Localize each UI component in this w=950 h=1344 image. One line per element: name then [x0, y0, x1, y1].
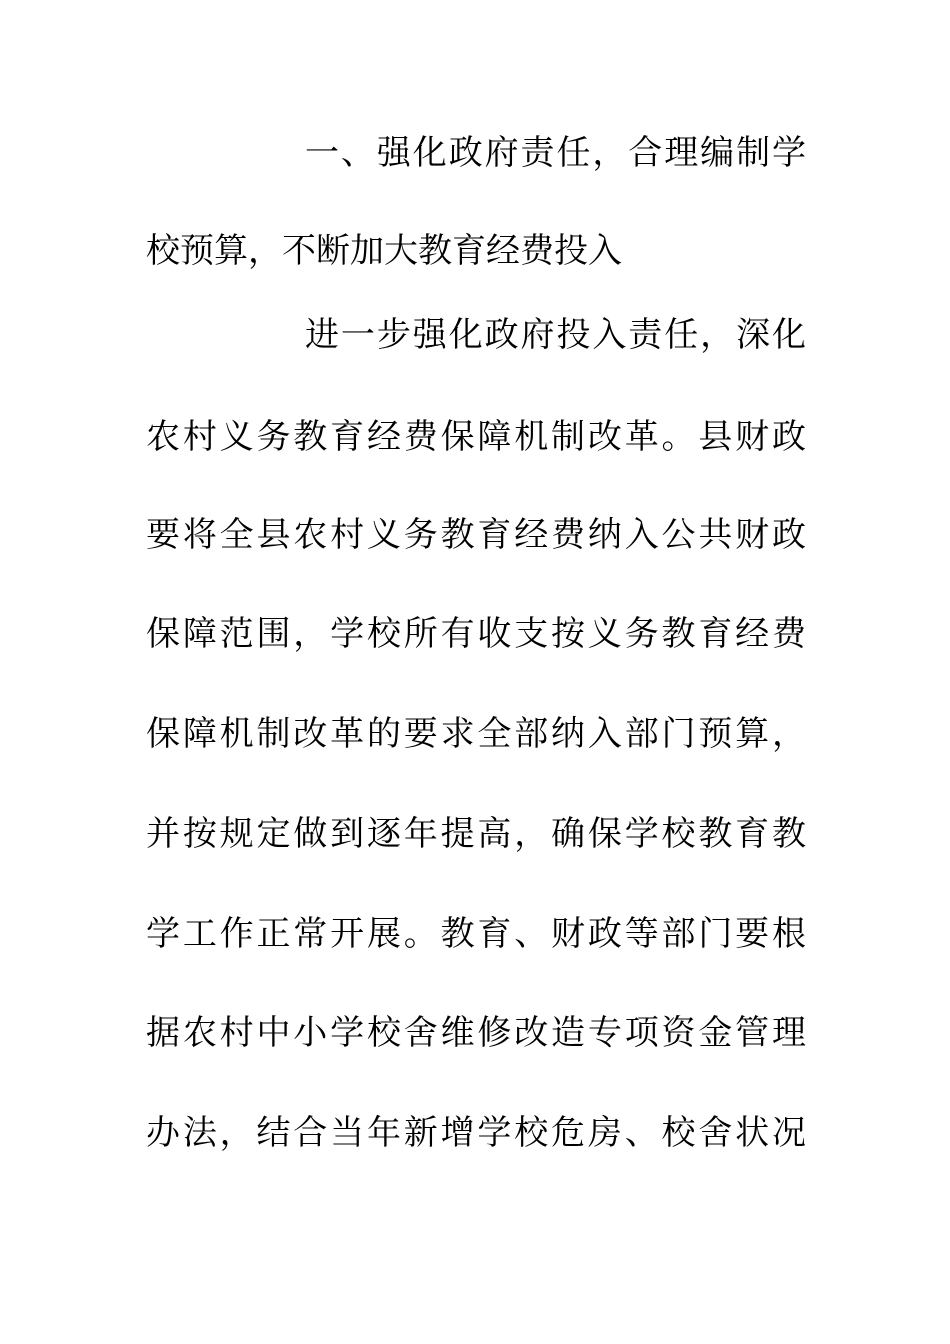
- body-line-5: 保障机制改革的要求全部纳入部门预算，: [146, 714, 806, 754]
- body-line-2: 农村义务教育经费保障机制改革。县财政: [146, 417, 806, 457]
- section-heading-line-1: 一、强化政府责任，合理编制学: [305, 133, 806, 173]
- body-line-8: 据农村中小学校舍维修改造专项资金管理: [146, 1013, 806, 1053]
- body-line-6: 并按规定做到逐年提高，确保学校教育教: [146, 814, 806, 854]
- body-line-1: 进一步强化政府投入责任，深化: [305, 315, 806, 355]
- section-heading-line-2: 校预算，不断加大教育经费投入: [146, 231, 622, 271]
- body-line-4: 保障范围，学校所有收支按义务教育经费: [146, 614, 806, 654]
- body-line-9: 办法，结合当年新增学校危房、校舍状况: [146, 1113, 806, 1153]
- body-line-7: 学工作正常开展。教育、财政等部门要根: [146, 914, 806, 954]
- body-line-3: 要将全县农村义务教育经费纳入公共财政: [146, 515, 806, 555]
